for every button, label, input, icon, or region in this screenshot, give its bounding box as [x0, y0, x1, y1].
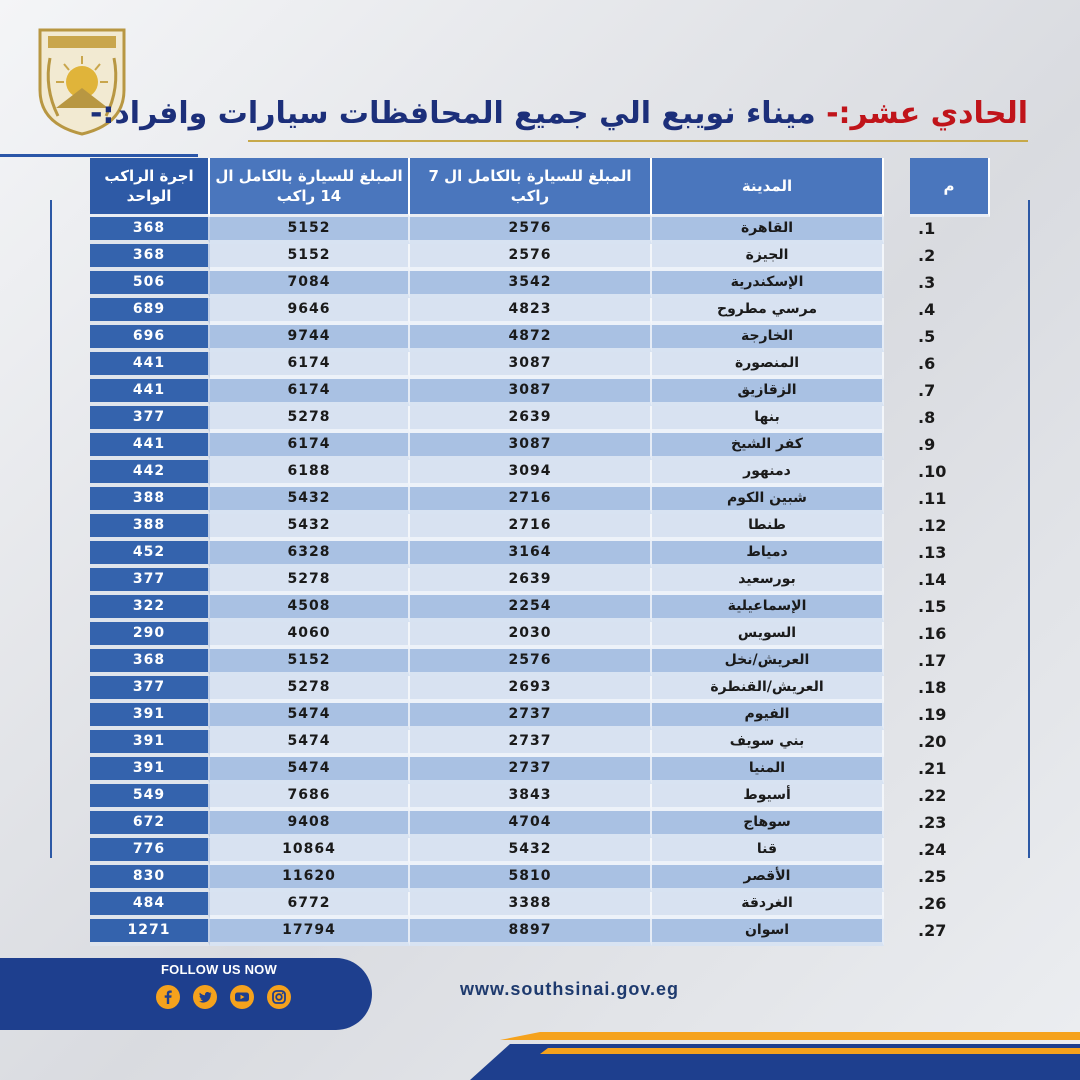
row-gap [884, 568, 910, 595]
row-price-7: 3388 [410, 892, 652, 919]
row-price-7: 3094 [410, 460, 652, 487]
table-row [90, 730, 990, 757]
row-index: 1. [918, 219, 936, 238]
row-price-14: 6174 [210, 379, 410, 406]
row-gap [884, 379, 910, 406]
row-city: قنا [652, 838, 884, 865]
row-index: 27. [918, 921, 947, 940]
row-city: العريش/القنطرة [652, 676, 884, 703]
row-index: 18. [918, 678, 947, 697]
footer-band [0, 1030, 1080, 1080]
row-city: القاهرة [652, 217, 884, 244]
fare-table [90, 158, 990, 946]
row-per-passenger: 452 [90, 541, 210, 568]
row-per-passenger: 830 [90, 865, 210, 892]
row-per-passenger: 388 [90, 514, 210, 541]
table-row [90, 892, 990, 919]
row-price-14: 4060 [210, 622, 410, 649]
table-header-row [90, 158, 990, 217]
row-per-passenger: 484 [90, 892, 210, 919]
row-gap [884, 622, 910, 649]
row-price-14: 6328 [210, 541, 410, 568]
row-index: 17. [918, 651, 947, 670]
row-price-14: 9744 [210, 325, 410, 352]
row-price-7: 2639 [410, 568, 652, 595]
row-per-passenger: 377 [90, 406, 210, 433]
row-price-7: 2716 [410, 514, 652, 541]
row-price-7: 2030 [410, 622, 652, 649]
table-row [90, 865, 990, 892]
table-row [90, 595, 990, 622]
row-price-7: 2576 [410, 244, 652, 271]
row-per-passenger: 368 [90, 649, 210, 676]
table-row [90, 460, 990, 487]
row-city: الخارجة [652, 325, 884, 352]
table-row [90, 352, 990, 379]
row-price-7: 2737 [410, 703, 652, 730]
row-city: السويس [652, 622, 884, 649]
row-index: 12. [918, 516, 947, 535]
row-gap [884, 676, 910, 703]
row-price-14: 5152 [210, 244, 410, 271]
header-price-7: المبلغ للسيارة بالكامل ال 7 راكب [410, 158, 652, 217]
row-city: أسيوط [652, 784, 884, 811]
row-index: 10. [918, 462, 947, 481]
row-index: 20. [918, 732, 947, 751]
row-price-14: 5432 [210, 487, 410, 514]
row-city: الإسماعيلية [652, 595, 884, 622]
row-city: بني سويف [652, 730, 884, 757]
row-index: 5. [918, 327, 936, 346]
row-per-passenger: 1271 [90, 919, 210, 946]
row-index: 14. [918, 570, 947, 589]
row-price-14: 5474 [210, 703, 410, 730]
row-index: 23. [918, 813, 947, 832]
row-per-passenger: 388 [90, 487, 210, 514]
row-index: 3. [918, 273, 936, 292]
row-price-7: 8897 [410, 919, 652, 946]
title-underline [248, 140, 1028, 142]
row-price-7: 5432 [410, 838, 652, 865]
row-gap [884, 838, 910, 865]
row-price-14: 5278 [210, 676, 410, 703]
row-city: العريش/نخل [652, 649, 884, 676]
row-per-passenger: 391 [90, 757, 210, 784]
row-price-7: 5810 [410, 865, 652, 892]
row-gap [884, 757, 910, 784]
row-gap [884, 730, 910, 757]
row-city: دمياط [652, 541, 884, 568]
row-per-passenger: 672 [90, 811, 210, 838]
table-row [90, 703, 990, 730]
row-price-7: 3164 [410, 541, 652, 568]
row-per-passenger: 442 [90, 460, 210, 487]
row-gap [884, 433, 910, 460]
row-price-7: 3087 [410, 379, 652, 406]
table-row [90, 838, 990, 865]
table-row [90, 379, 990, 406]
table-row [90, 568, 990, 595]
table-row [90, 541, 990, 568]
row-price-7: 3087 [410, 352, 652, 379]
row-city: المنيا [652, 757, 884, 784]
row-price-14: 6174 [210, 352, 410, 379]
row-city: الإسكندرية [652, 271, 884, 298]
left-side-line [50, 200, 52, 858]
header-gap [884, 158, 910, 217]
row-price-14: 4508 [210, 595, 410, 622]
row-price-14: 5278 [210, 406, 410, 433]
row-city: سوهاج [652, 811, 884, 838]
row-price-14: 5152 [210, 217, 410, 244]
row-per-passenger: 368 [90, 244, 210, 271]
table-row [90, 298, 990, 325]
row-price-7: 3087 [410, 433, 652, 460]
table-row [90, 217, 990, 244]
table-row [90, 406, 990, 433]
table-row [90, 325, 990, 352]
row-per-passenger: 549 [90, 784, 210, 811]
row-price-7: 2254 [410, 595, 652, 622]
table-row [90, 244, 990, 271]
row-price-7: 4823 [410, 298, 652, 325]
row-price-14: 9646 [210, 298, 410, 325]
row-price-7: 2639 [410, 406, 652, 433]
row-price-14: 7084 [210, 271, 410, 298]
row-city: الفيوم [652, 703, 884, 730]
row-price-7: 2737 [410, 757, 652, 784]
row-per-passenger: 368 [90, 217, 210, 244]
row-gap [884, 325, 910, 352]
row-city: مرسي مطروح [652, 298, 884, 325]
row-gap [884, 514, 910, 541]
row-price-14: 10864 [210, 838, 410, 865]
table-row [90, 622, 990, 649]
twitter-icon[interactable] [193, 985, 217, 1009]
row-gap [884, 352, 910, 379]
row-price-7: 2576 [410, 649, 652, 676]
row-index: 7. [918, 381, 936, 400]
row-index: 6. [918, 354, 936, 373]
row-price-14: 5474 [210, 730, 410, 757]
row-gap [884, 811, 910, 838]
row-city: طنطا [652, 514, 884, 541]
top-left-rule [0, 154, 198, 157]
table-row [90, 649, 990, 676]
row-gap [884, 487, 910, 514]
table-row [90, 487, 990, 514]
title-route: ميناء نويبع الي جميع المحافظات سيارات وافراد:- [89, 96, 827, 131]
row-index: 22. [918, 786, 947, 805]
table-body [90, 217, 990, 946]
row-city: كفر الشيخ [652, 433, 884, 460]
table-row [90, 919, 990, 946]
row-gap [884, 649, 910, 676]
row-gap [884, 919, 910, 946]
row-price-7: 2737 [410, 730, 652, 757]
row-index: 25. [918, 867, 947, 886]
row-price-14: 5278 [210, 568, 410, 595]
row-per-passenger: 377 [90, 676, 210, 703]
row-index: 19. [918, 705, 947, 724]
row-gap [884, 298, 910, 325]
row-gap [884, 217, 910, 244]
row-per-passenger: 391 [90, 730, 210, 757]
row-per-passenger: 377 [90, 568, 210, 595]
table-row [90, 676, 990, 703]
row-gap [884, 406, 910, 433]
table-row [90, 433, 990, 460]
row-city: اسوان [652, 919, 884, 946]
row-price-7: 2693 [410, 676, 652, 703]
row-per-passenger: 441 [90, 352, 210, 379]
row-city: بنها [652, 406, 884, 433]
row-per-passenger: 391 [90, 703, 210, 730]
row-price-7: 2576 [410, 217, 652, 244]
youtube-icon[interactable] [230, 985, 254, 1009]
row-city: بورسعيد [652, 568, 884, 595]
row-index: 16. [918, 624, 947, 643]
row-gap [884, 271, 910, 298]
row-price-7: 4704 [410, 811, 652, 838]
header-city: المدينة [652, 158, 884, 217]
row-price-7: 2716 [410, 487, 652, 514]
table-row [90, 784, 990, 811]
row-gap [884, 784, 910, 811]
row-price-14: 6772 [210, 892, 410, 919]
row-index: 24. [918, 840, 947, 859]
row-price-14: 9408 [210, 811, 410, 838]
row-per-passenger: 441 [90, 433, 210, 460]
header-index: م [910, 158, 990, 217]
table-row [90, 271, 990, 298]
row-price-14: 17794 [210, 919, 410, 946]
table-row [90, 757, 990, 784]
website-url[interactable]: www.southsinai.gov.eg [460, 979, 680, 999]
row-city: الغردقة [652, 892, 884, 919]
follow-label: FOLLOW US NOW [161, 962, 277, 977]
row-index: 15. [918, 597, 947, 616]
page-title [89, 92, 1028, 136]
instagram-icon[interactable] [267, 985, 291, 1009]
row-index: 26. [918, 894, 947, 913]
right-side-line [1028, 200, 1030, 858]
row-city: الجيزة [652, 244, 884, 271]
row-gap [884, 244, 910, 271]
header-price-14: المبلغ للسيارة بالكامل ال 14 راكب [210, 158, 410, 217]
row-city: الأقصر [652, 865, 884, 892]
row-gap [884, 892, 910, 919]
row-price-14: 5432 [210, 514, 410, 541]
row-per-passenger: 506 [90, 271, 210, 298]
row-per-passenger: 322 [90, 595, 210, 622]
row-city: الزقازيق [652, 379, 884, 406]
row-price-14: 5474 [210, 757, 410, 784]
row-price-14: 5152 [210, 649, 410, 676]
row-index: 8. [918, 408, 936, 427]
row-index: 2. [918, 246, 936, 265]
row-city: دمنهور [652, 460, 884, 487]
row-per-passenger: 441 [90, 379, 210, 406]
row-per-passenger: 696 [90, 325, 210, 352]
table-row [90, 514, 990, 541]
row-per-passenger: 689 [90, 298, 210, 325]
facebook-icon[interactable] [156, 985, 180, 1009]
row-gap [884, 460, 910, 487]
row-price-7: 4872 [410, 325, 652, 352]
row-price-14: 6188 [210, 460, 410, 487]
row-index: 9. [918, 435, 936, 454]
row-price-14: 7686 [210, 784, 410, 811]
row-price-7: 3843 [410, 784, 652, 811]
row-per-passenger: 776 [90, 838, 210, 865]
row-gap [884, 595, 910, 622]
table-row [90, 811, 990, 838]
row-gap [884, 865, 910, 892]
row-index: 11. [918, 489, 947, 508]
row-price-14: 6174 [210, 433, 410, 460]
row-gap [884, 703, 910, 730]
row-index: 13. [918, 543, 947, 562]
row-price-14: 11620 [210, 865, 410, 892]
header-per-passenger: اجرة الراكب الواحد [90, 158, 210, 217]
row-index: 4. [918, 300, 936, 319]
row-city: المنصورة [652, 352, 884, 379]
row-gap [884, 541, 910, 568]
row-per-passenger: 290 [90, 622, 210, 649]
title-section-number: الحادي عشر:- [826, 96, 1028, 131]
row-city: شبين الكوم [652, 487, 884, 514]
row-index: 21. [918, 759, 947, 778]
row-price-7: 3542 [410, 271, 652, 298]
